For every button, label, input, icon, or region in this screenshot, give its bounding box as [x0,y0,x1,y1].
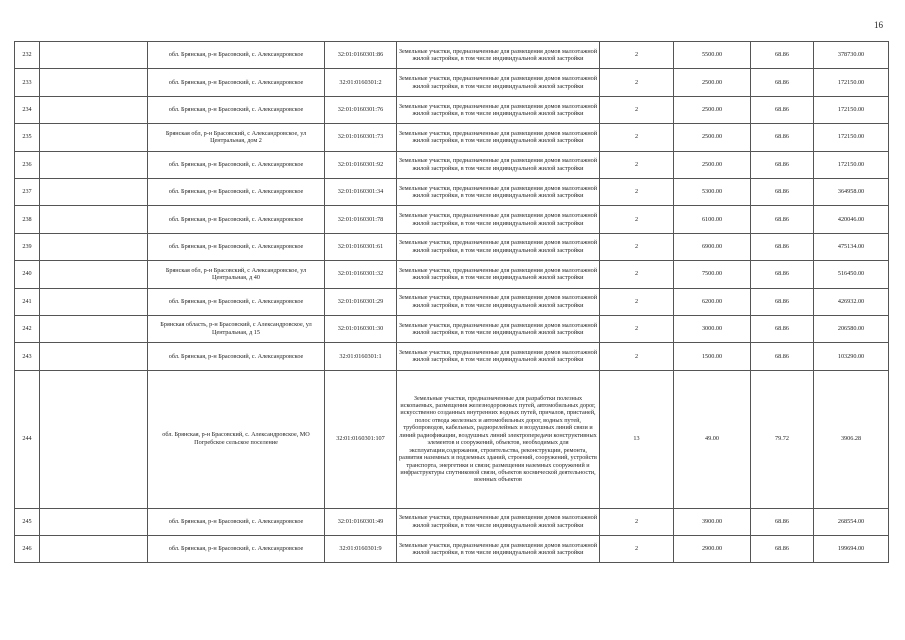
land-plots-table [14,41,889,563]
cadastral-number-cell: 32:01:0160301:92 [325,151,397,178]
row-number: 237 [15,178,40,205]
address-cell: обл. Брянская, р-н Брасовский, с. Александровское [148,288,325,315]
specific-value-cell: 68.86 [751,151,814,178]
cadastral-value-cell: 364958.00 [814,178,889,205]
land-purpose-cell: Земельные участки, предназначенные для размещения домов малоэтажной жилой застройки, в том числе индивидуальной жилой застройки [397,42,600,69]
row-number: 235 [15,124,40,151]
specific-value-cell: 68.86 [751,536,814,563]
land-purpose-cell: Земельные участки, предназначенные для размещения домов малоэтажной жилой застройки, в том числе индивидуальной жилой застройки [397,178,600,205]
land-purpose-cell: Земельные участки, предназначенные для размещения домов малоэтажной жилой застройки, в том числе индивидуальной жилой застройки [397,343,600,370]
cadastral-value-cell: 172150.00 [814,69,889,96]
land-purpose-cell: Земельные участки, предназначенные для размещения домов малоэтажной жилой застройки, в том числе индивидуальной жилой застройки [397,261,600,288]
cadastral-value-cell: 172150.00 [814,124,889,151]
table-row [15,96,889,123]
blank-cell [40,370,148,508]
cadastral-number-cell: 32:01:0160301:61 [325,233,397,260]
area-cell: 6100.00 [674,206,751,233]
row-number: 242 [15,315,40,342]
group-cell: 2 [600,508,674,535]
blank-cell [40,288,148,315]
specific-value-cell: 68.86 [751,261,814,288]
cadastral-number-cell: 32:01:0160301:34 [325,178,397,205]
specific-value-cell: 68.86 [751,96,814,123]
address-cell: обл. Брянская, р-н Брасовский, с. Александровское [148,536,325,563]
cadastral-number-cell: 32:01:0160301:107 [325,370,397,508]
land-purpose-cell: Земельные участки, предназначенные для размещения домов малоэтажной жилой застройки, в том числе индивидуальной жилой застройки [397,508,600,535]
row-number: 245 [15,508,40,535]
address-cell: обл. Брянская, р-н Брасовский, с. Александровское [148,343,325,370]
table-row [15,151,889,178]
cadastral-value-cell: 199694.00 [814,536,889,563]
address-cell: Брянская область, р-н Брасовский, с Александровское, ул Центральная, д 15 [148,315,325,342]
row-number: 234 [15,96,40,123]
blank-cell [40,206,148,233]
area-cell: 6200.00 [674,288,751,315]
area-cell: 3900.00 [674,508,751,535]
land-purpose-cell: Земельные участки, предназначенные для размещения домов малоэтажной жилой застройки, в том числе индивидуальной жилой застройки [397,288,600,315]
address-cell: обл. Брянская, р-н Брасовский, с. Александровское [148,151,325,178]
table-row [15,42,889,69]
area-cell: 2500.00 [674,151,751,178]
specific-value-cell: 68.86 [751,69,814,96]
land-purpose-cell: Земельные участки, предназначенные для размещения домов малоэтажной жилой застройки, в том числе индивидуальной жилой застройки [397,206,600,233]
cadastral-value-cell: 172150.00 [814,151,889,178]
cadastral-value-cell: 206580.00 [814,315,889,342]
table-row [15,288,889,315]
cadastral-number-cell: 32:01:0160301:49 [325,508,397,535]
specific-value-cell: 68.86 [751,343,814,370]
table-row [15,69,889,96]
row-number: 236 [15,151,40,178]
area-cell: 7500.00 [674,261,751,288]
row-number: 233 [15,69,40,96]
blank-cell [40,536,148,563]
cadastral-value-cell: 378730.00 [814,42,889,69]
address-cell: обл. Брянская, р-н Брасовский, с. Александровское [148,508,325,535]
address-cell: обл. Брянская, р-н Брасовский, с. Александровское [148,96,325,123]
cadastral-value-cell: 172150.00 [814,96,889,123]
group-cell: 2 [600,343,674,370]
area-cell: 1500.00 [674,343,751,370]
table-row [15,343,889,370]
cadastral-value-cell: 268554.00 [814,508,889,535]
table-row [15,206,889,233]
table-row [15,261,889,288]
table-row [15,233,889,260]
cadastral-value-cell: 516450.00 [814,261,889,288]
group-cell: 2 [600,151,674,178]
specific-value-cell: 68.86 [751,508,814,535]
land-purpose-cell: Земельные участки, предназначенные для размещения домов малоэтажной жилой застройки, в том числе индивидуальной жилой застройки [397,69,600,96]
cadastral-number-cell: 32:01:0160301:30 [325,315,397,342]
blank-cell [40,261,148,288]
specific-value-cell: 68.86 [751,233,814,260]
address-cell: обл. Брянская, р-н Брасовский, с. Александровское [148,178,325,205]
specific-value-cell: 68.86 [751,288,814,315]
blank-cell [40,69,148,96]
cadastral-number-cell: 32:01:0160301:32 [325,261,397,288]
area-cell: 6900.00 [674,233,751,260]
blank-cell [40,151,148,178]
blank-cell [40,124,148,151]
row-number: 246 [15,536,40,563]
specific-value-cell: 68.86 [751,178,814,205]
cadastral-value-cell: 426932.00 [814,288,889,315]
group-cell: 2 [600,178,674,205]
address-cell: обл. Брянская, р-н Брасовский, с. Александровское [148,233,325,260]
group-cell: 2 [600,206,674,233]
address-cell: обл. Брянская, р-н Брасовский, с. Александровское [148,69,325,96]
address-cell: обл. Брянская, р-н Брасовский, с. Александровское [148,42,325,69]
area-cell: 5500.00 [674,42,751,69]
address-cell: обл. Брянская, р-н Брасовский, с. Александровское, МО Погребское сельское поселение [148,370,325,508]
cadastral-value-cell: 475134.00 [814,233,889,260]
cadastral-number-cell: 32:01:0160301:2 [325,69,397,96]
table-body [15,42,889,563]
group-cell: 2 [600,124,674,151]
blank-cell [40,508,148,535]
group-cell: 13 [600,370,674,508]
specific-value-cell: 68.86 [751,315,814,342]
address-cell: Брянская обл, р-н Брасовский, с Александровское, ул Центральная, дом 2 [148,124,325,151]
table-row [15,508,889,535]
land-purpose-cell: Земельные участки, предназначенные для размещения домов малоэтажной жилой застройки, в том числе индивидуальной жилой застройки [397,96,600,123]
area-cell: 2500.00 [674,69,751,96]
area-cell: 3000.00 [674,315,751,342]
row-number: 244 [15,370,40,508]
group-cell: 2 [600,42,674,69]
area-cell: 49.00 [674,370,751,508]
cadastral-value-cell: 103290.00 [814,343,889,370]
group-cell: 2 [600,261,674,288]
area-cell: 2900.00 [674,536,751,563]
blank-cell [40,343,148,370]
specific-value-cell: 68.86 [751,42,814,69]
row-number: 241 [15,288,40,315]
land-purpose-cell: Земельные участки, предназначенные для разработки полезных ископаемых, размещения железнодорожных путей, автомобильных дорог, искусственно созданных внутренних водных путей, причалов, пристаней, полос отвода железных и автомобильных дорог, водных путей, трубопроводов, кабельных, радиорелейных и воздушных линий связи и линий радиофикации, воздушных линий электропередачи конструктивных элементов и сооружений, объектов, необходимых для эксплуатации,содержания, строительства, реконструкции, ремонта, развития наземных и подземных зданий, строений, сооружений, устройств транспорта, энергетики и связи; размещения наземных сооружений и инфраструктуры спутниковой связи, объектов космической деятельности, военных объектов [397,370,600,508]
address-cell: обл. Брянская, р-н Брасовский, с. Александровское [148,206,325,233]
cadastral-number-cell: 32:01:0160301:86 [325,42,397,69]
land-purpose-cell: Земельные участки, предназначенные для размещения домов малоэтажной жилой застройки, в том числе индивидуальной жилой застройки [397,151,600,178]
area-cell: 5300.00 [674,178,751,205]
row-number: 238 [15,206,40,233]
group-cell: 2 [600,96,674,123]
group-cell: 2 [600,315,674,342]
cadastral-number-cell: 32:01:0160301:78 [325,206,397,233]
row-number: 232 [15,42,40,69]
page-number: 16 [874,20,883,30]
cadastral-number-cell: 32:01:0160301:1 [325,343,397,370]
land-purpose-cell: Земельные участки, предназначенные для размещения домов малоэтажной жилой застройки, в том числе индивидуальной жилой застройки [397,233,600,260]
address-cell: Брянская обл, р-н Брасовский, с Александровское, ул Центральная, д 40 [148,261,325,288]
group-cell: 2 [600,233,674,260]
cadastral-number-cell: 32:01:0160301:29 [325,288,397,315]
table-row [15,124,889,151]
area-cell: 2500.00 [674,124,751,151]
table-row [15,178,889,205]
cadastral-number-cell: 32:01:0160301:9 [325,536,397,563]
blank-cell [40,96,148,123]
specific-value-cell: 79.72 [751,370,814,508]
area-cell: 2500.00 [674,96,751,123]
land-purpose-cell: Земельные участки, предназначенные для размещения домов малоэтажной жилой застройки, в том числе индивидуальной жилой застройки [397,124,600,151]
cadastral-number-cell: 32:01:0160301:73 [325,124,397,151]
blank-cell [40,233,148,260]
blank-cell [40,178,148,205]
group-cell: 2 [600,69,674,96]
group-cell: 2 [600,288,674,315]
table-row [15,315,889,342]
cadastral-number-cell: 32:01:0160301:76 [325,96,397,123]
specific-value-cell: 68.86 [751,206,814,233]
table-row [15,536,889,563]
row-number: 239 [15,233,40,260]
blank-cell [40,42,148,69]
land-purpose-cell: Земельные участки, предназначенные для размещения домов малоэтажной жилой застройки, в том числе индивидуальной жилой застройки [397,536,600,563]
table-row [15,370,889,508]
row-number: 243 [15,343,40,370]
row-number: 240 [15,261,40,288]
blank-cell [40,315,148,342]
cadastral-value-cell: 420046.00 [814,206,889,233]
land-purpose-cell: Земельные участки, предназначенные для размещения домов малоэтажной жилой застройки, в том числе индивидуальной жилой застройки [397,315,600,342]
group-cell: 2 [600,536,674,563]
cadastral-value-cell: 3906.28 [814,370,889,508]
specific-value-cell: 68.86 [751,124,814,151]
